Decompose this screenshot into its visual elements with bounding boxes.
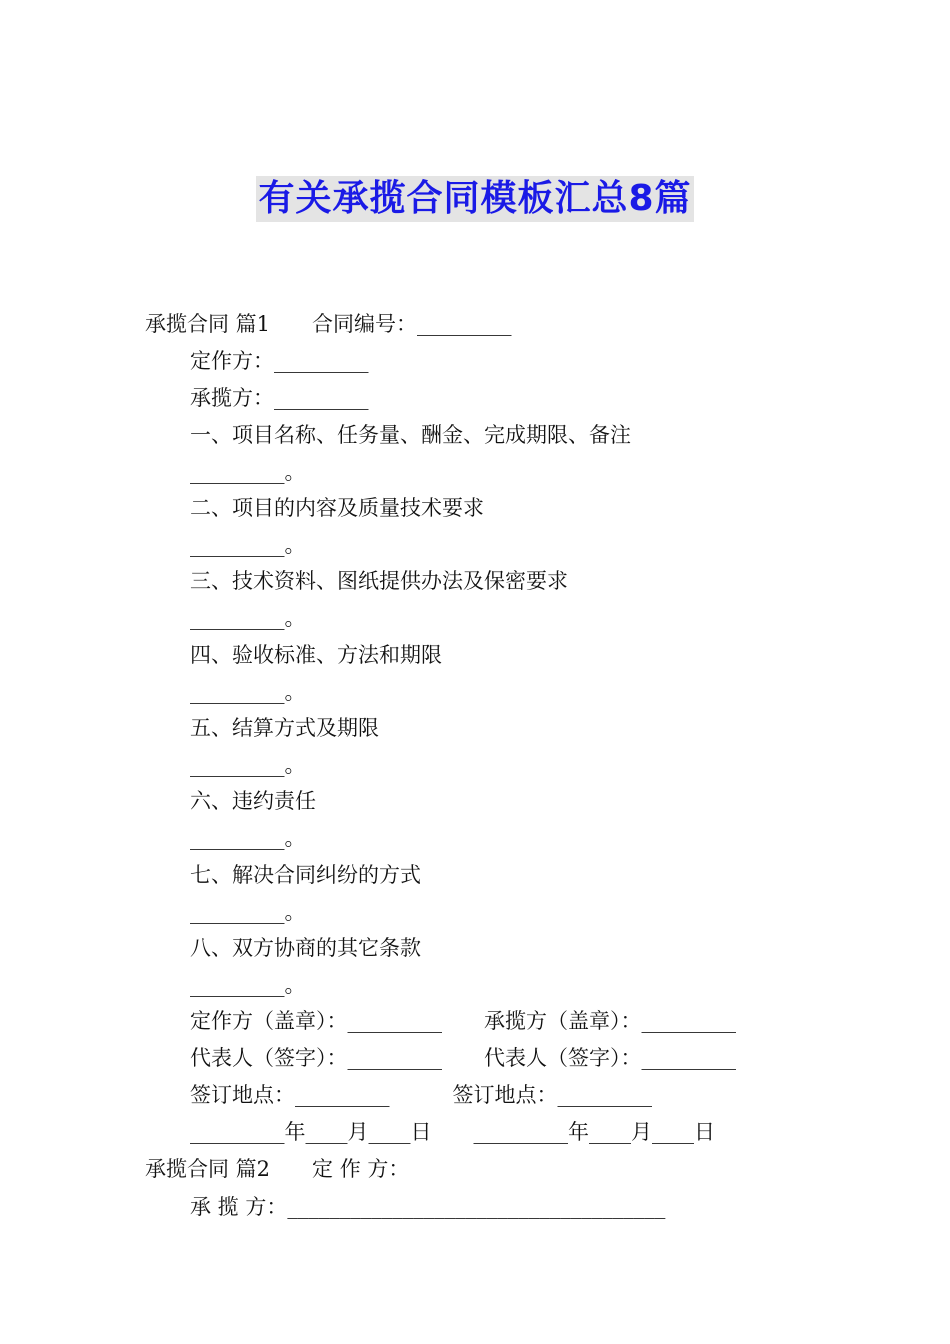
party-contractor: 承揽方：_________ <box>190 386 369 410</box>
party-ordering: 定作方：_________ <box>190 349 369 373</box>
clause-1-blank: _________。 <box>190 460 306 484</box>
signing-date-row: _________年____月____日 _________年____月____日 <box>190 1120 715 1144</box>
clause-7: 七、解决合同纠纷的方式 <box>190 863 421 887</box>
clause-5-blank: _________。 <box>190 753 306 777</box>
clause-3: 三、技术资料、图纸提供办法及保密要求 <box>190 569 568 593</box>
clause-1: 一、项目名称、任务量、酬金、完成期限、备注 <box>190 423 631 447</box>
clause-3-blank: _________。 <box>190 606 306 630</box>
clause-8-blank: _________。 <box>190 973 306 997</box>
clause-8: 八、双方协商的其它条款 <box>190 936 421 960</box>
document-title-text: 有关承揽合同模板汇总8篇 <box>256 176 693 222</box>
clause-6: 六、违约责任 <box>190 789 316 813</box>
signing-place-row: 签订地点：_________ 签订地点：_________ <box>190 1083 652 1107</box>
section-heading-1: 承揽合同 篇1 合同编号：_________ <box>145 312 512 336</box>
section-heading-2: 承揽合同 篇2 定 作 方： <box>145 1157 410 1181</box>
clause-7-blank: _________。 <box>190 900 306 924</box>
contractor-line: 承 揽 方：____________________________________ <box>190 1195 666 1219</box>
clause-2: 二、项目的内容及质量技术要求 <box>190 496 484 520</box>
clause-6-blank: _________。 <box>190 826 306 850</box>
document-title <box>0 176 950 222</box>
clause-4-blank: _________。 <box>190 680 306 704</box>
signature-representative-row: 代表人（签字）：_________ 代表人（签字）：_________ <box>190 1046 736 1070</box>
clause-5: 五、结算方式及期限 <box>190 716 379 740</box>
clause-2-blank: _________。 <box>190 533 306 557</box>
signature-seal-row: 定作方（盖章）：_________ 承揽方（盖章）：_________ <box>190 1009 736 1033</box>
clause-4: 四、验收标准、方法和期限 <box>190 643 442 667</box>
